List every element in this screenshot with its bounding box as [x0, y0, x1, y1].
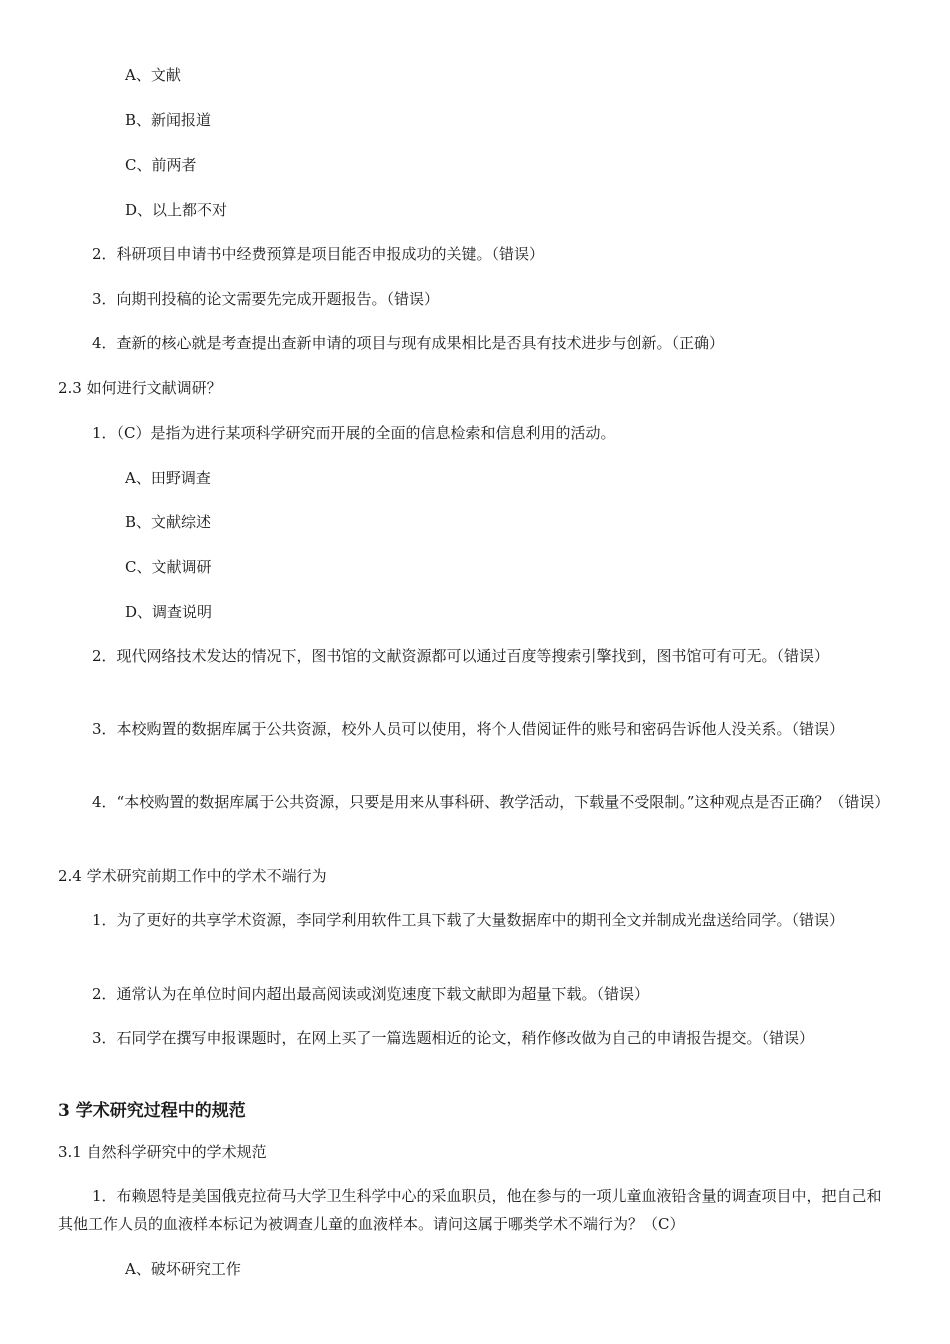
- section-heading-3-1: 3.1 自然科学研究中的学术规范: [58, 1143, 267, 1161]
- question-2: 2．科研项目申请书中经费预算是项目能否申报成功的关键。（错误）: [92, 245, 545, 263]
- option-c: C、前两者: [125, 156, 197, 174]
- option-a: A、文献: [125, 66, 181, 84]
- option-b: B、新闻报道: [125, 111, 212, 129]
- question-2: 2．通常认为在单位时间内超出最高阅读或浏览速度下载文献即为超量下载。（错误）: [92, 985, 650, 1003]
- question-3: 3．向期刊投稿的论文需要先完成开题报告。（错误）: [92, 290, 440, 308]
- question-2: 2．现代网络技术发达的情况下，图书馆的文献资源都可以通过百度等搜索引擎找到，图书馆可有可无。（错误）: [92, 647, 830, 665]
- option-a: A、田野调查: [125, 469, 211, 487]
- question-1: 1．（C）是指为进行某项科学研究而开展的全面的信息检索和信息利用的活动。: [92, 424, 616, 442]
- option-d: D、调查说明: [125, 603, 213, 621]
- option-c: C、文献调研: [125, 558, 212, 576]
- option-b: B、文献综述: [125, 513, 212, 531]
- question-3: 3．本校购置的数据库属于公共资源，校外人员可以使用，将个人借阅证件的账号和密码告诉他人没关系。（错误）: [92, 720, 845, 738]
- section-heading-2-4: 2.4 学术研究前期工作中的学术不端行为: [58, 867, 327, 885]
- option-d: D、以上都不对: [125, 201, 228, 219]
- question-1: 1．为了更好的共享学术资源，李同学利用软件工具下载了大量数据库中的期刊全文并制成光盘送给同学。（错误）: [92, 911, 845, 929]
- chapter-heading-3: 3 学术研究过程中的规范: [58, 1101, 246, 1121]
- question-4: 4．查新的核心就是考查提出查新申请的项目与现有成果相比是否具有技术进步与创新。（正确）: [92, 334, 725, 352]
- option-a: A、破坏研究工作: [125, 1260, 241, 1278]
- question-3: 3．石同学在撰写申报课题时，在网上买了一篇选题相近的论文，稍作修改做为自己的申请报告提交。（错误）: [92, 1029, 815, 1047]
- question-4: 4．“本校购置的数据库属于公共资源，只要是用来从事科研、教学活动，下载量不受限制。”这种观点是否正确？（错误）: [92, 793, 890, 811]
- section-heading-2-3: 2.3 如何进行文献调研？: [58, 379, 222, 397]
- question-1: 1．布赖恩特是美国俄克拉荷马大学卫生科学中心的采血职员，他在参与的一项儿童血液铅含量的调查项目中，把自己和其他工作人员的血液样本标记为被调查儿童的血液样本。请问这属于哪类学术不端行为？（C）: [58, 1187, 882, 1233]
